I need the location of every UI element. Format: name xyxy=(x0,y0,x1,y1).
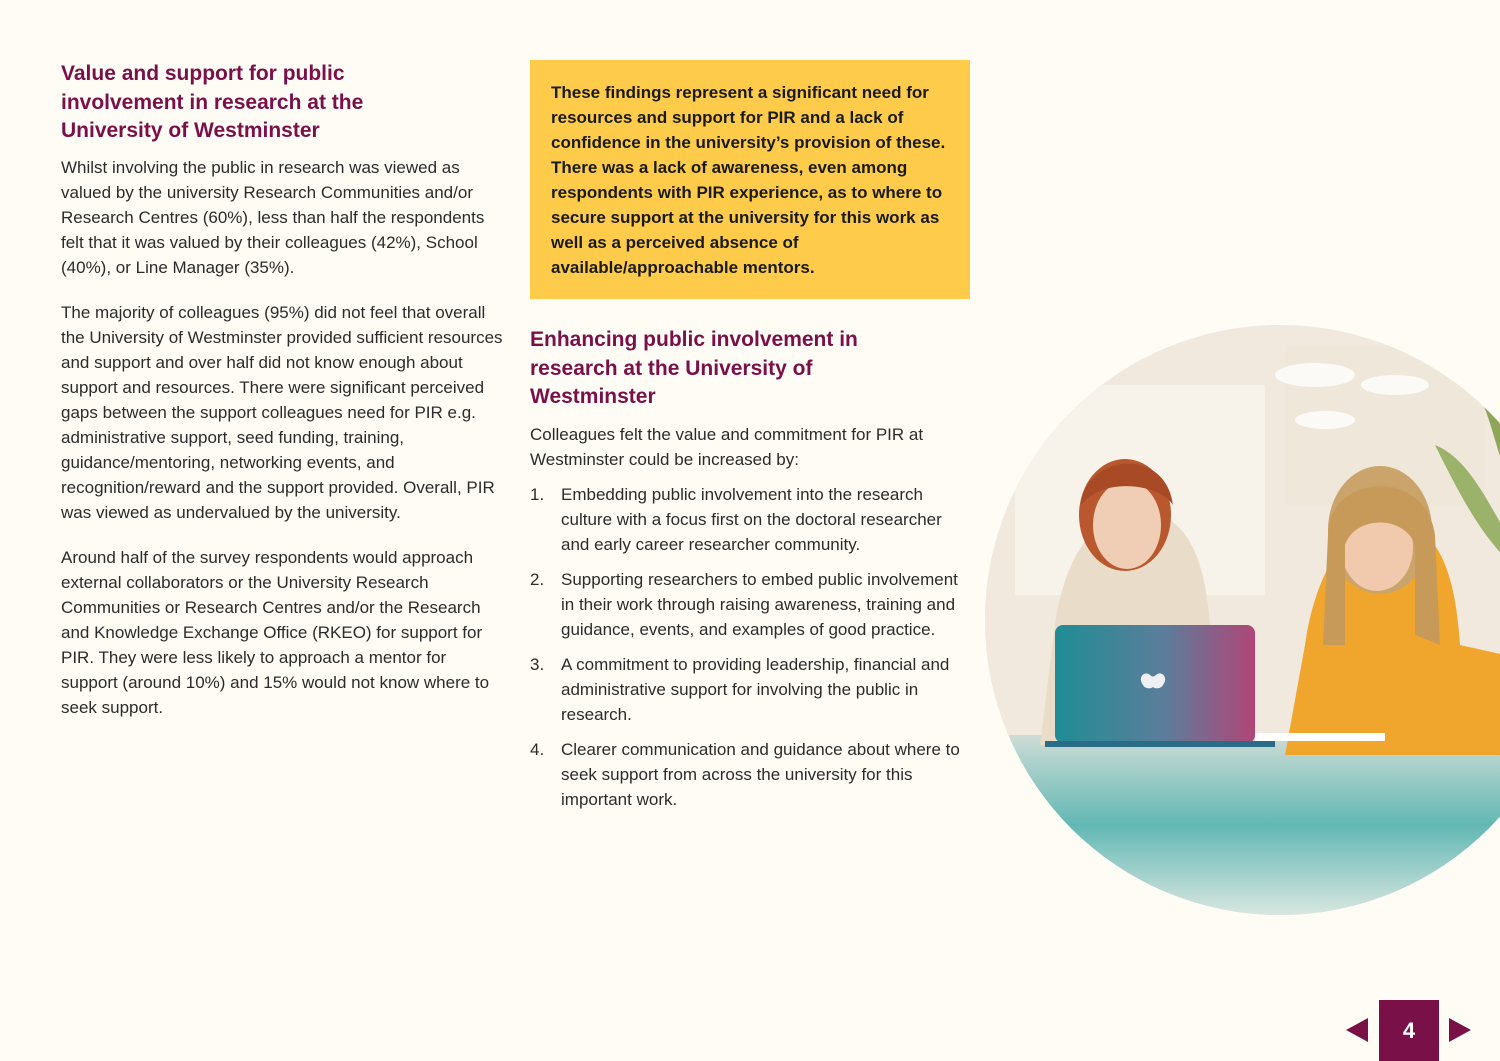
page-number: 4 xyxy=(1402,1017,1416,1043)
list-number: 4. xyxy=(530,739,545,759)
section-heading-enhancing: Enhancing public involvement in research at the University of Westminster xyxy=(530,328,858,408)
list-text: Supporting researchers to embed public involvement in their work through raising awareness, training and guidance, events, and examples of good practice. xyxy=(561,569,958,639)
list-text: Clearer communication and guidance about where to seek support from across the university for this important work. xyxy=(561,739,960,809)
list-number: 2. xyxy=(530,569,545,589)
list-number: 3. xyxy=(530,654,545,674)
list-item xyxy=(530,737,970,812)
students-laptop-photo xyxy=(985,325,1500,915)
paragraph-valued: Whilst involving the public in research was viewed as valued by the university Research Communities and/or Research Centres (60%), less than half the respondents felt that it was valued by their colleagues (42%), School (40%), or Line Manager (35%). xyxy=(61,157,485,277)
photo-illustration xyxy=(985,325,1500,915)
next-page-arrow-icon[interactable] xyxy=(1449,1018,1471,1042)
enhancing-intro: Colleagues felt the value and commitment for PIR at Westminster could be increased by: xyxy=(530,424,924,469)
previous-page-arrow-icon[interactable] xyxy=(1346,1018,1368,1042)
paragraph-support-sources: Around half of the survey respondents would approach external collaborators or the University Research Communities or Research Centres and/or the Research and Knowledge Exchange Office (RKEO) for support for PIR. They were less likely to approach a mentor for support (around 10%) and 15% would not know where to seek support. xyxy=(61,547,490,717)
middle-column xyxy=(530,60,970,812)
section-heading-value-support: Value and support for public involvement in research at the University of Westminster xyxy=(61,62,364,142)
paragraph-resources: The majority of colleagues (95%) did not feel that overall the University of Westminster provided sufficient resources and support and over half did not know enough about support and resources. There were significant perceived gaps between the support colleagues need for PIR e.g. administrative support, seed funding, training, guidance/mentoring, networking events, and recognition/reward and the support provided. Overall, PIR was viewed as undervalued by the university. xyxy=(61,302,503,522)
list-number: 1. xyxy=(530,484,545,504)
list-item xyxy=(530,567,970,642)
recommendations-list xyxy=(530,482,970,812)
list-text: A commitment to providing leadership, financial and administrative support for involving the public in research. xyxy=(561,654,950,724)
page-navigation xyxy=(1342,1000,1500,1061)
left-column xyxy=(61,60,506,720)
list-item xyxy=(530,482,970,557)
page-number-badge xyxy=(1379,1000,1439,1061)
findings-callout xyxy=(530,60,970,299)
list-item xyxy=(530,652,970,727)
callout-text: These findings represent a significant need for resources and support for PIR and a lack of confidence in the university’s provision of these. There was a lack of awareness, even among respondents with PIR experience, as to where to secure support at the university for this work as well as a perceived absence of available/approachable mentors. xyxy=(551,83,946,277)
list-text: Embedding public involvement into the research culture with a focus first on the doctoral researcher and early career researcher community. xyxy=(561,484,942,554)
